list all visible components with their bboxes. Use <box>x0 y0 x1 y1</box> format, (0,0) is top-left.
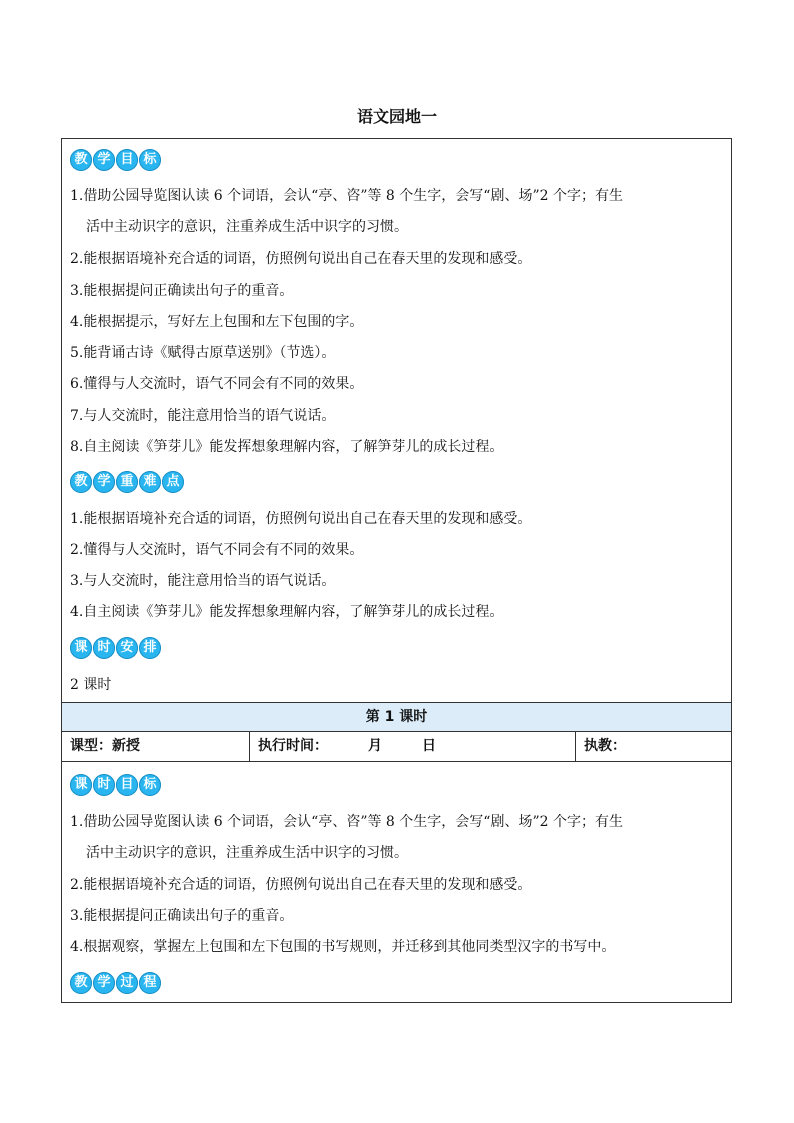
goal-line: 2.能根据语境补充合适的词语，仿照例句说出自己在春天里的发现和感受。 <box>70 251 532 267</box>
lesson-type-cell: 课型：新授 <box>62 732 250 761</box>
heading-char: 重 <box>116 471 138 493</box>
execution-time-label: 执行时间： <box>258 738 328 754</box>
heading-char: 时 <box>93 637 115 659</box>
heading-char: 标 <box>139 149 161 171</box>
lesson-band: 第 1 课时 <box>62 702 731 732</box>
month-label: 月 <box>368 738 382 754</box>
heading-char: 过 <box>116 972 138 994</box>
goal-line: 8.自主阅读《笋芽儿》能发挥想象理解内容，了解笋芽儿的成长过程。 <box>70 439 504 455</box>
heading-char: 安 <box>116 637 138 659</box>
lesson-meta-row <box>62 732 731 762</box>
heading-char: 目 <box>116 774 138 796</box>
teacher-cell: 执教： <box>584 738 626 754</box>
goal-line: 5.能背诵古诗《赋得古原草送别》（节选）。 <box>70 345 336 361</box>
heading-char: 程 <box>139 972 161 994</box>
lesson-goal-line: 4.根据观察，掌握左上包围和左下包围的书写规则，并迁移到其他同类型汉字的书写中。 <box>70 939 616 955</box>
document-title: 语文园地一 <box>356 107 437 126</box>
goal-line: 7.与人交流时，能注意用恰当的语气说话。 <box>70 408 336 424</box>
day-label: 日 <box>422 738 436 754</box>
lesson-goal-line: 1.借助公园导览图认读 6 个词语，会认“亭、咨”等 8 个生字，会写“剧、场”2 个字；有生 <box>70 814 623 830</box>
section-heading-key-points <box>70 471 184 493</box>
heading-char: 点 <box>162 471 184 493</box>
section-heading-teaching-process <box>70 972 161 994</box>
heading-char: 排 <box>139 637 161 659</box>
heading-char: 学 <box>93 972 115 994</box>
section-heading-teaching-goals <box>70 149 161 171</box>
heading-char: 目 <box>116 149 138 171</box>
schedule-text: 2 课时 <box>70 677 112 693</box>
heading-char: 课 <box>70 774 92 796</box>
execution-time-cell <box>250 732 576 761</box>
goal-line: 4.能根据提示，写好左上包围和左下包围的字。 <box>70 314 364 330</box>
section-heading-schedule <box>70 637 161 659</box>
heading-char: 教 <box>70 471 92 493</box>
keypoint-line: 2.懂得与人交流时，语气不同会有不同的效果。 <box>70 542 364 558</box>
keypoint-line: 3.与人交流时，能注意用恰当的语气说话。 <box>70 573 336 589</box>
heading-char: 教 <box>70 972 92 994</box>
heading-char: 教 <box>70 149 92 171</box>
section-heading-lesson-goals <box>70 774 161 796</box>
lesson-goal-line: 活中主动识字的意识，注重养成生活中识字的习惯。 <box>86 845 408 861</box>
lesson-goal-line: 3.能根据提问正确读出句子的重音。 <box>70 908 294 924</box>
goal-line: 3.能根据提问正确读出句子的重音。 <box>70 283 294 299</box>
heading-char: 课 <box>70 637 92 659</box>
goal-line: 活中主动识字的意识，注重养成生活中识字的习惯。 <box>86 219 408 235</box>
lesson-goal-line: 2.能根据语境补充合适的词语，仿照例句说出自己在春天里的发现和感受。 <box>70 877 532 893</box>
heading-char: 学 <box>93 471 115 493</box>
keypoint-line: 4.自主阅读《笋芽儿》能发挥想象理解内容，了解笋芽儿的成长过程。 <box>70 604 504 620</box>
heading-char: 难 <box>139 471 161 493</box>
heading-char: 时 <box>93 774 115 796</box>
goal-line: 6.懂得与人交流时，语气不同会有不同的效果。 <box>70 376 364 392</box>
heading-char: 标 <box>139 774 161 796</box>
goal-line: 1.借助公园导览图认读 6 个词语，会认“亭、咨”等 8 个生字，会写“剧、场”2 个字；有生 <box>70 188 623 204</box>
keypoint-line: 1.能根据语境补充合适的词语，仿照例句说出自己在春天里的发现和感受。 <box>70 511 532 527</box>
lesson-plan-table <box>61 138 732 1003</box>
heading-char: 学 <box>93 149 115 171</box>
